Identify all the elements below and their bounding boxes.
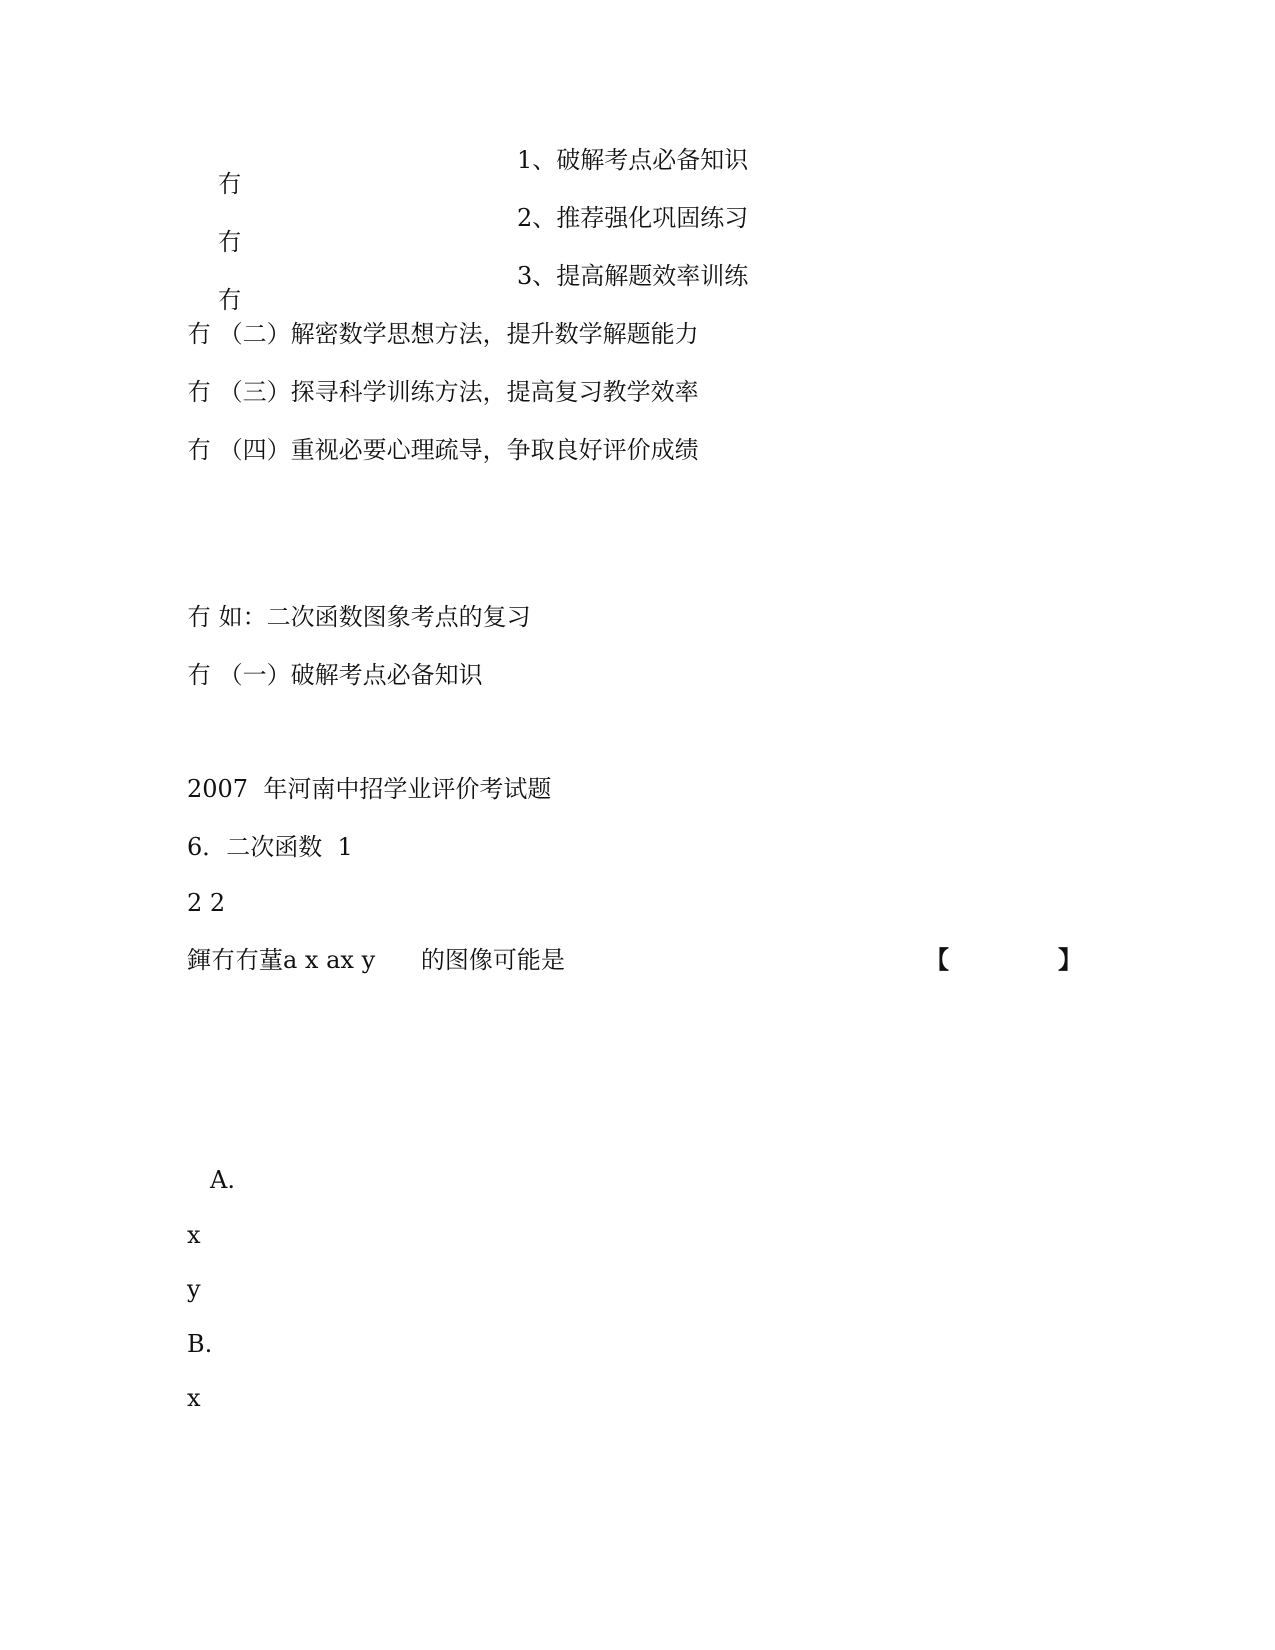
- outline-marker: 冇: [217, 286, 242, 314]
- question-superscript: 2 2: [187, 889, 226, 917]
- outline-section-4: 冇 （四）重视必要心理疏导，争取良好评价成绩: [187, 436, 699, 464]
- option-b-label: B.: [187, 1330, 213, 1358]
- outline-section-3: 冇 （三）探寻科学训练方法，提高复习教学效率: [187, 378, 699, 406]
- option-b-axis-x: x: [187, 1384, 201, 1412]
- exam-source: 2007 年河南中招学业评价考试题: [187, 775, 552, 803]
- example-subheading: 冇 （一）破解考点必备知识: [187, 661, 483, 689]
- option-a-axis-y: y: [187, 1275, 201, 1303]
- outline-marker: 冇: [217, 228, 242, 256]
- outline-marker: 冇: [217, 170, 242, 198]
- outline-item-text: 2、推荐强化巩固练习: [517, 204, 749, 232]
- answer-bracket-close: 】: [1058, 945, 1082, 974]
- question-number: 6．二次函数 1: [187, 833, 353, 861]
- question-text: 鍕冇冇蓳a x ax y 的图像可能是: [187, 946, 565, 974]
- answer-bracket-open: 【: [925, 945, 949, 974]
- outline-item-text: 1、破解考点必备知识: [517, 146, 749, 174]
- option-a-label: A.: [210, 1166, 235, 1194]
- option-a-axis-x: x: [187, 1221, 201, 1249]
- outline-item-text: 3、提高解题效率训练: [517, 262, 749, 290]
- example-intro: 冇 如：二次函数图象考点的复习: [187, 603, 531, 631]
- outline-section-2: 冇 （二）解密数学思想方法，提升数学解题能力: [187, 320, 699, 348]
